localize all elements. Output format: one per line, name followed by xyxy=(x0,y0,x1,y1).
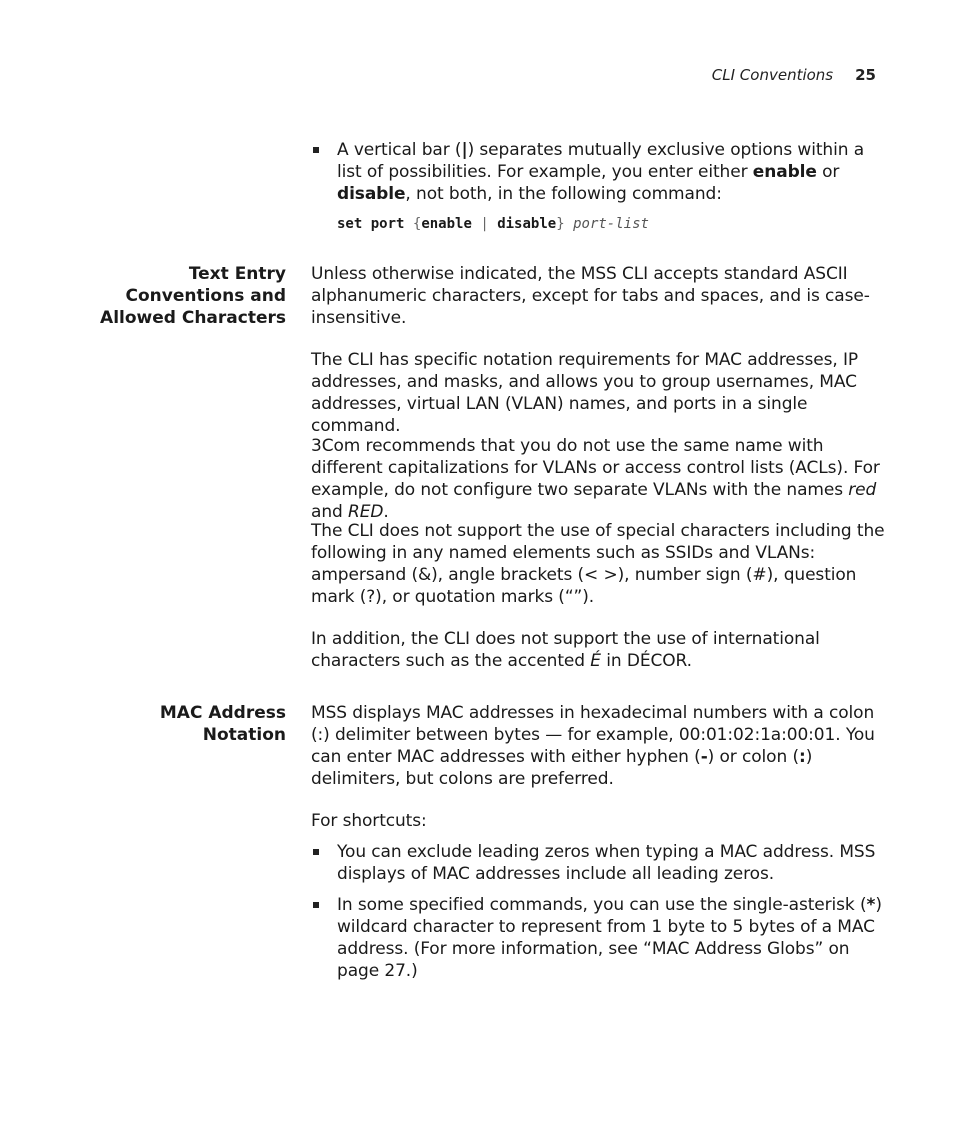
heading-line: Text Entry xyxy=(188,264,286,284)
code-symbol: } xyxy=(556,216,565,232)
italic-text: red xyxy=(848,480,877,500)
text: and xyxy=(311,502,348,522)
code-keyword: enable xyxy=(421,216,472,232)
paragraph xyxy=(311,435,891,523)
heading-line: MAC Address xyxy=(159,703,286,723)
italic-text: RED xyxy=(348,502,384,522)
paragraph: The CLI does not support the use of special characters including the following in any named elements such as SSIDs and VLANs: ampersand (&), angle brackets (< >), number sign (#), question mark (?), or quotation marks (“”). xyxy=(311,521,885,607)
enable-keyword: enable xyxy=(752,162,817,182)
list-item xyxy=(311,139,891,205)
text-entry-body xyxy=(311,263,891,329)
list-item xyxy=(311,841,891,885)
text: In addition, the CLI does not support the use of international characters such as the accented xyxy=(311,629,820,671)
heading-line: Conventions and xyxy=(125,286,286,306)
text: ) or colon ( xyxy=(707,747,799,767)
section-heading-mac-address xyxy=(86,702,286,746)
disable-keyword: disable xyxy=(337,184,406,204)
code-keyword: disable xyxy=(497,216,557,232)
running-header xyxy=(712,66,876,84)
list-item xyxy=(311,894,891,982)
mac-bullet-1 xyxy=(311,841,891,885)
mac-body xyxy=(311,702,891,790)
text: ) wildcard character to represent from 1 byte to 5 bytes of a MAC address. (For more information, see “MAC Address Globs” on page 27.) xyxy=(337,895,882,981)
code-symbol: | xyxy=(480,216,489,232)
paragraph: Unless otherwise indicated, the MSS CLI accepts standard ASCII alphanumeric characters, except for tabs and spaces, and is case-insensitive. xyxy=(311,264,870,328)
text: , not both, in the following command: xyxy=(405,184,722,204)
section-heading-text-entry xyxy=(86,263,286,329)
command-example xyxy=(337,214,917,234)
pipe-symbol: | xyxy=(461,140,468,160)
paragraph xyxy=(311,702,891,790)
text: A vertical bar ( xyxy=(337,140,462,160)
code-keyword: set port xyxy=(337,216,405,232)
paragraph: For shortcuts: xyxy=(311,811,427,831)
text: MSS displays MAC addresses in hexadecimal numbers with a colon (:) delimiter between bytes — for example, 00:01:02:1a:00:01. You can enter MAC addresses with either hyphen ( xyxy=(311,703,875,767)
italic-text: É xyxy=(590,651,601,671)
code-variable: port-list xyxy=(573,216,649,232)
heading-line: Allowed Characters xyxy=(100,308,286,328)
page-number: 25 xyxy=(855,66,876,84)
text: . xyxy=(383,502,389,522)
bullet-icon xyxy=(313,902,319,908)
text: 3Com recommends that you do not use the same name with different capitalizations for VLANs or access control lists (ACLs). For example, do not configure two separate VLANs with the names xyxy=(311,436,880,500)
section-title: CLI Conventions xyxy=(711,66,834,84)
mac-bullet-2 xyxy=(311,894,891,982)
mac-shortcuts-intro xyxy=(311,810,891,832)
text: or xyxy=(816,162,840,182)
vertical-bar-bullet xyxy=(311,139,891,205)
text-entry-body-5 xyxy=(311,628,891,672)
bullet-icon xyxy=(313,849,319,855)
text: ) delimiters, but colons are preferred. xyxy=(311,747,813,789)
text: ) separates mutually exclusive options within a list of possibilities. For example, you enter either xyxy=(337,140,865,182)
asterisk-symbol: * xyxy=(866,895,876,915)
text: In some specified commands, you can use the single-asterisk ( xyxy=(337,895,867,915)
hyphen-symbol: - xyxy=(700,747,708,767)
bullet-icon xyxy=(313,147,319,153)
code-symbol: { xyxy=(412,216,422,232)
text-entry-body-3 xyxy=(311,435,891,523)
colon-symbol: : xyxy=(798,747,806,767)
heading-line: Notation xyxy=(202,725,286,745)
paragraph xyxy=(311,628,891,672)
text-entry-body-4 xyxy=(311,520,891,608)
text-entry-body-2 xyxy=(311,349,891,437)
text: in DÉCOR. xyxy=(600,651,692,671)
paragraph: The CLI has specific notation requirements for MAC addresses, IP addresses, and masks, and allows you to group usernames, MAC addresses, virtual LAN (VLAN) names, and ports in a single command. xyxy=(311,350,859,436)
text: You can exclude leading zeros when typing a MAC address. MSS displays of MAC addresses include all leading zeros. xyxy=(337,842,876,884)
